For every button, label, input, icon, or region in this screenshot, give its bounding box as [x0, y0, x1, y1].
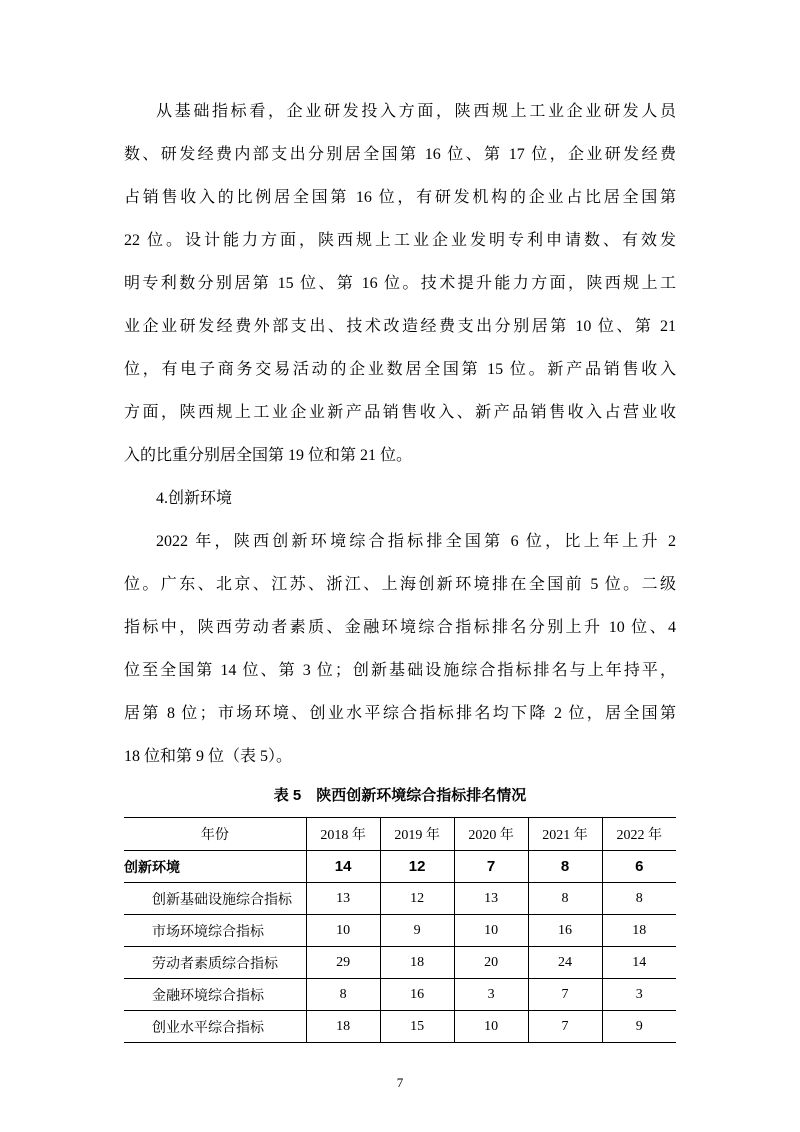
table-row-label: 劳动者素质综合指标: [124, 947, 306, 979]
table-header-cell: 2018 年: [306, 818, 380, 851]
table-cell: 10: [454, 915, 528, 947]
table-row-label: 创新基础设施综合指标: [124, 883, 306, 915]
section-heading: 4.创新环境: [156, 490, 233, 507]
paragraph-line: 业企业研发经费外部支出、技术改造经费支出分别居第 10 位、第 21: [124, 318, 676, 335]
table-cell: 18: [306, 1011, 380, 1043]
table-caption: 表 5 陕西创新环境综合指标排名情况: [273, 787, 527, 804]
table-cell: 3: [602, 979, 676, 1011]
table-row: [124, 915, 676, 947]
paragraph-innovation-environment: [124, 520, 676, 778]
paragraph-line: 位至全国第 14 位、第 3 位；创新基础设施综合指标排名与上年持平，: [124, 662, 676, 679]
table-row: [124, 979, 676, 1011]
paragraph-line: 入的比重分别居全国第 19 位和第 21 位。: [124, 447, 413, 464]
table-cell: 8: [306, 979, 380, 1011]
table-cell: 7: [454, 851, 528, 883]
table-cell: 12: [380, 851, 454, 883]
paragraph-line: 明专利数分别居第 15 位、第 16 位。技术提升能力方面，陕西规上工: [124, 275, 676, 292]
table-header-cell: 2022 年: [602, 818, 676, 851]
paragraph-line: 22 位。设计能力方面，陕西规上工业企业发明专利申请数、有效发: [124, 232, 676, 249]
paragraph-line: 从基础指标看，企业研发投入方面，陕西规上工业企业研发人员: [156, 103, 676, 120]
table-cell: 14: [306, 851, 380, 883]
table-cell: 9: [602, 1011, 676, 1043]
table-cell: 10: [306, 915, 380, 947]
table-cell: 13: [306, 883, 380, 915]
paragraph-line: 18 位和第 9 位（表 5）。: [124, 748, 293, 765]
table-cell: 20: [454, 947, 528, 979]
table-cell: 12: [380, 883, 454, 915]
table-cell: 29: [306, 947, 380, 979]
table-cell: 8: [528, 851, 602, 883]
table-header-year-label: 年份: [124, 818, 306, 851]
table-cell: 14: [602, 947, 676, 979]
paragraph-line: 居第 8 位；市场环境、创业水平综合指标排名均下降 2 位，居全国第: [124, 705, 676, 722]
table-cell: 6: [602, 851, 676, 883]
table-row: [124, 851, 676, 883]
table-row: [124, 1011, 676, 1043]
table-row-label: 创业水平综合指标: [124, 1011, 306, 1043]
paragraph-line: 数、研发经费内部支出分别居全国第 16 位、第 17 位，企业研发经费: [124, 146, 676, 163]
table-cell: 24: [528, 947, 602, 979]
paragraph-line: 位。广东、北京、江苏、浙江、上海创新环境排在全国前 5 位。二级: [124, 576, 676, 593]
table-cell: 13: [454, 883, 528, 915]
ranking-table: [124, 817, 676, 1043]
paragraph-basic-indicators: [124, 90, 676, 477]
table-cell: 15: [380, 1011, 454, 1043]
table-header-cell: 2021 年: [528, 818, 602, 851]
page-number: 7: [396, 1075, 404, 1090]
paragraph-line: 指标中，陕西劳动者素质、金融环境综合指标排名分别上升 10 位、4: [124, 619, 676, 636]
table-cell: 9: [380, 915, 454, 947]
table-cell: 16: [528, 915, 602, 947]
paragraph-line: 方面，陕西规上工业企业新产品销售收入、新产品销售收入占营业收: [124, 404, 676, 421]
paragraph-line: 占销售收入的比例居全国第 16 位，有研发机构的企业占比居全国第: [124, 189, 676, 206]
table-cell: 7: [528, 979, 602, 1011]
table-cell: 8: [602, 883, 676, 915]
table-row-label: 市场环境综合指标: [124, 915, 306, 947]
table-cell: 16: [380, 979, 454, 1011]
table-cell: 3: [454, 979, 528, 1011]
table-row: [124, 947, 676, 979]
table-cell: 10: [454, 1011, 528, 1043]
table-row-label: 创新环境: [124, 851, 306, 883]
table-header-row: [124, 818, 676, 851]
table-cell: 8: [528, 883, 602, 915]
paragraph-line: 位，有电子商务交易活动的企业数居全国第 15 位。新产品销售收入: [124, 361, 676, 378]
table-row-label: 金融环境综合指标: [124, 979, 306, 1011]
table-header-cell: 2019 年: [380, 818, 454, 851]
table-cell: 7: [528, 1011, 602, 1043]
table-cell: 18: [602, 915, 676, 947]
table-row: [124, 883, 676, 915]
table-cell: 18: [380, 947, 454, 979]
table-header-cell: 2020 年: [454, 818, 528, 851]
paragraph-line: 2022 年，陕西创新环境综合指标排全国第 6 位，比上年上升 2: [156, 533, 676, 550]
